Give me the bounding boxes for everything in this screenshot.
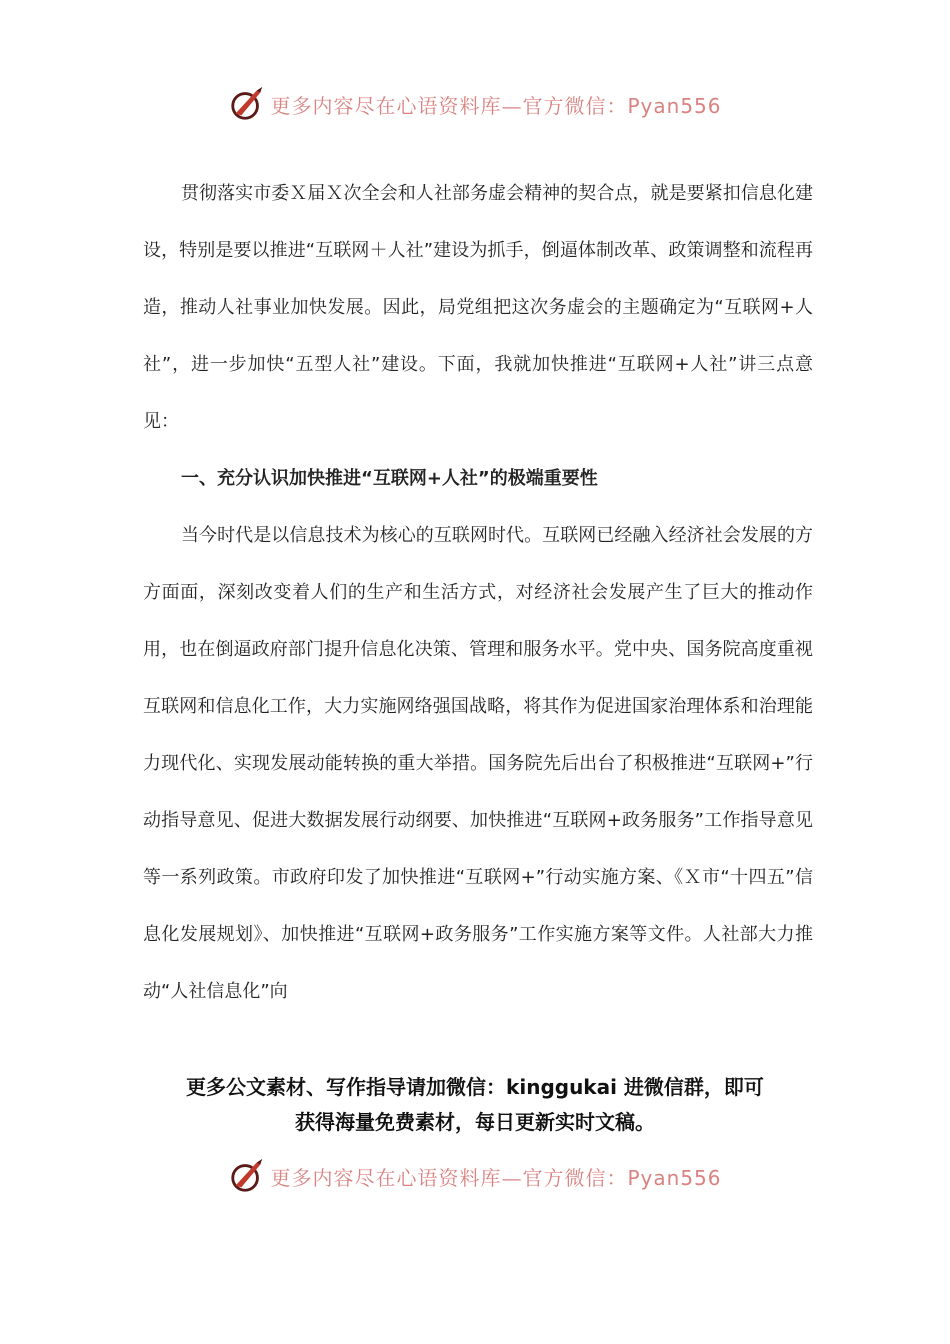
- promo-line-2: 获得海量免费素材，每日更新实时文稿。: [295, 1110, 655, 1134]
- promo-line-1: 更多公文素材、写作指导请加微信：kinggukai 进微信群，即可: [186, 1075, 764, 1099]
- quill-logo-icon: [228, 1157, 266, 1195]
- section-heading: 一、充分认识加快推进“互联网+人社”的极端重要性: [181, 468, 598, 489]
- header-watermark-banner: [0, 82, 950, 126]
- body-paragraph: 当今时代是以信息技术为核心的互联网时代。互联网已经融入经济社会发展的方方面面，深刻改变着人们的生产和生活方式，对经济社会发展产生了巨大的推动作用，也在倒逼政府部门提升信息化决策、管理和服务水平。党中央、国务院高度重视互联网和信息化工作，大力实施网络强国战略，将其作为促进国家治理体系和治理能力现代化、实现发展动能转换的重大举措。国务院先后出台了积极推进“互联网+”行动指导意见、促进大数据发展行动纲要、加快推进“互联网+政务服务”工作指导意见等一系列政策。市政府印发了加快推进“互联网+”行动实施方案、《Ｘ市“十四五”信息化发展规划》、加快推进“互联网+政务服务”工作实施方案等文件。人社部大力推动“人社信息化”向: [143, 525, 813, 1002]
- quill-logo-icon: [228, 85, 266, 123]
- footer-promo-note: [100, 1070, 850, 1140]
- document-body: [143, 165, 813, 1020]
- intro-paragraph: 贯彻落实市委Ｘ届Ｘ次全会和人社部务虚会精神的契合点，就是要紧扣信息化建设，特别是要以推进“互联网＋人社”建设为抓手，倒逼体制改革、政策调整和流程再造，推动人社事业加快发展。因此，局党组把这次务虚会的主题确定为“互联网+人社”，进一步加快“五型人社”建设。下面，我就加快推进“互联网+人社”讲三点意见：: [143, 183, 813, 432]
- banner-text: 更多内容尽在心语资料库—官方微信：Pyan556: [270, 1165, 722, 1190]
- footer-watermark-banner: [0, 1154, 950, 1198]
- banner-text: 更多内容尽在心语资料库—官方微信：Pyan556: [270, 93, 722, 118]
